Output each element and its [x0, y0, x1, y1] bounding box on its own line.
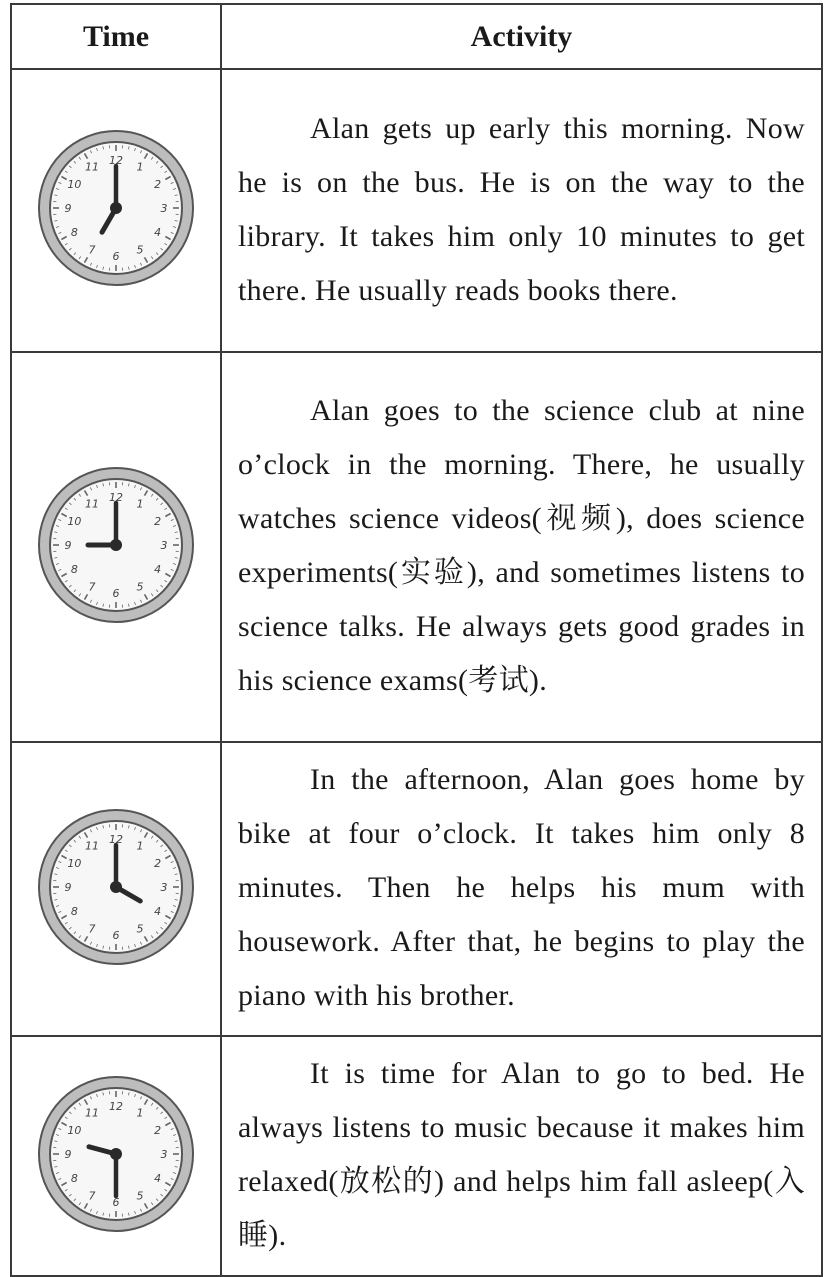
activity-cell [221, 742, 822, 1036]
clock-numeral: 6 [113, 250, 120, 263]
clock-numeral: 11 [85, 497, 99, 510]
clock-numeral: 11 [85, 1106, 99, 1119]
clock-numeral: 2 [154, 1124, 161, 1137]
clock-face [35, 806, 197, 968]
clock-numeral: 12 [109, 154, 123, 167]
table-row [11, 742, 822, 1036]
clock-face [35, 1073, 197, 1235]
activity-cell [221, 69, 822, 352]
clock-numeral: 1 [137, 1106, 144, 1119]
clock-numeral: 3 [161, 881, 168, 894]
clock-numeral: 12 [109, 491, 123, 504]
table-row [11, 352, 822, 742]
clock-numeral: 2 [154, 857, 161, 870]
header-row [11, 4, 822, 69]
activity-text: In the afternoon, Alan goes home by bike at four o’clock. It takes him only 8 minutes. Then he helps his mum with housework. After that, he begins to play the piano with his brother. [238, 753, 805, 1023]
table-row [11, 1036, 822, 1276]
clock-numeral: 11 [85, 839, 99, 852]
clock-numeral: 1 [137, 497, 144, 510]
clock-numeral: 8 [71, 905, 78, 918]
activity-cell [221, 352, 822, 742]
clock-numeral: 4 [154, 563, 161, 576]
clock-numeral: 4 [154, 905, 161, 918]
clock-icon [35, 464, 197, 626]
clock-numeral: 9 [65, 202, 72, 215]
clock-numeral: 3 [161, 202, 168, 215]
activity-text: It is time for Alan to go to bed. He always listens to music because it makes him relaxed(放松的) and helps him fall asleep(入睡). [238, 1047, 805, 1263]
time-cell [11, 69, 221, 352]
clock-numeral: 10 [67, 178, 81, 191]
clock-numeral: 5 [137, 244, 144, 257]
clock-numeral: 3 [161, 1148, 168, 1161]
clock-numeral: 10 [67, 515, 81, 528]
clock-face [35, 464, 197, 626]
clock-center [110, 881, 122, 893]
clock-numeral: 3 [161, 539, 168, 552]
table-row [11, 69, 822, 352]
clock-numeral: 6 [113, 587, 120, 600]
clock-numeral: 7 [89, 922, 96, 935]
clock-icon [35, 127, 197, 289]
clock-numeral: 8 [71, 563, 78, 576]
clock-numeral: 7 [89, 580, 96, 593]
clock-numeral: 9 [65, 1148, 72, 1161]
schedule-table [10, 3, 823, 1277]
clock-center [110, 1148, 122, 1160]
clock-face [35, 127, 197, 289]
clock-numeral: 2 [154, 515, 161, 528]
time-cell [11, 1036, 221, 1276]
clock-numeral: 4 [154, 1172, 161, 1185]
clock-numeral: 6 [113, 929, 120, 942]
clock-numeral: 8 [71, 1172, 78, 1185]
activity-cell [221, 1036, 822, 1276]
time-cell [11, 352, 221, 742]
activity-text: Alan gets up early this morning. Now he is on the bus. He is on the way to the library. It takes him only 10 minutes to get there. He usually reads books there. [238, 102, 805, 318]
clock-numeral: 4 [154, 226, 161, 239]
clock-numeral: 2 [154, 178, 161, 191]
clock-numeral: 6 [113, 1196, 120, 1209]
clock-numeral: 9 [65, 881, 72, 894]
time-cell [11, 742, 221, 1036]
activity-header: Activity [221, 4, 822, 69]
clock-numeral: 5 [137, 580, 144, 593]
clock-numeral: 7 [89, 1189, 96, 1202]
activity-text: Alan goes to the science club at nine o’clock in the morning. There, he usually watches science videos(视频), does science experiments(实验), and sometimes listens to science talks. He always gets good grades in his science exams(考试). [238, 384, 805, 708]
clock-numeral: 10 [67, 857, 81, 870]
time-header: Time [11, 4, 221, 69]
clock-numeral: 1 [137, 839, 144, 852]
clock-icon [35, 806, 197, 968]
clock-numeral: 5 [137, 922, 144, 935]
clock-center [110, 202, 122, 214]
clock-numeral: 12 [109, 1100, 123, 1113]
clock-numeral: 8 [71, 226, 78, 239]
clock-numeral: 11 [85, 160, 99, 173]
clock-numeral: 12 [109, 833, 123, 846]
clock-numeral: 7 [89, 244, 96, 257]
clock-numeral: 10 [67, 1124, 81, 1137]
clock-icon [35, 1073, 197, 1235]
clock-numeral: 9 [65, 539, 72, 552]
clock-center [110, 539, 122, 551]
clock-numeral: 1 [137, 160, 144, 173]
clock-numeral: 5 [137, 1189, 144, 1202]
